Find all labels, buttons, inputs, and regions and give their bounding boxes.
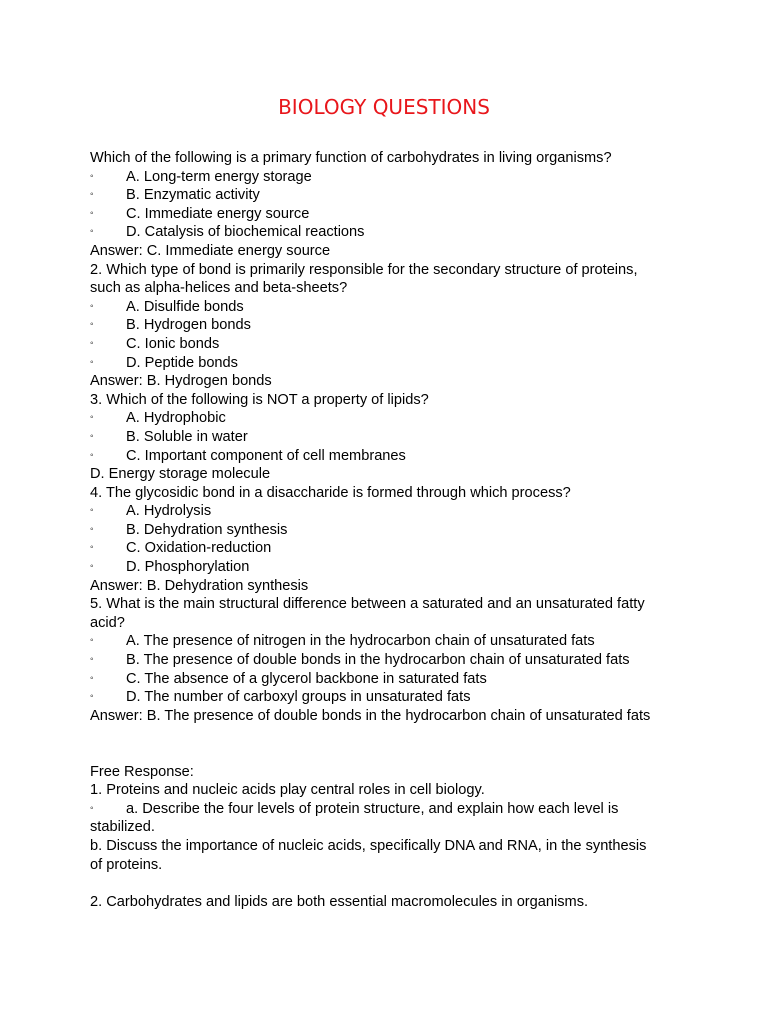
bullet-icon: ◦ [90,691,94,703]
bullet-icon: ◦ [90,226,94,238]
question-5-option-a: ◦ A. The presence of nitrogen in the hydrocarbon chain of unsaturated fats [90,633,595,650]
bullet-icon: ◦ [90,449,94,461]
question-2-answer: Answer: B. Hydrogen bonds [90,373,272,390]
question-1-option-c: ◦ C. Immediate energy source [90,205,310,222]
question-5-answer: Answer: B. The presence of double bonds in the hydrocarbon chain of unsaturated fats [90,707,651,724]
free-response-item-1: 1. Proteins and nucleic acids play central roles in cell biology. [90,782,485,799]
bullet-icon: ◦ [90,189,94,201]
question-2-option-a: ◦ A. Disulfide bonds [90,298,244,315]
question-5-option-b: ◦ B. The presence of double bonds in the hydrocarbon chain of unsaturated fats [90,652,630,669]
question-2-option-b: ◦ B. Hydrogen bonds [90,317,251,334]
document-body [90,149,680,911]
question-5-option-c: ◦ C. The absence of a glycerol backbone in saturated fats [90,670,487,687]
bullet-icon: ◦ [90,412,94,424]
bullet-icon: ◦ [90,654,94,666]
bullet-icon: ◦ [90,523,94,535]
question-1-option-a: ◦ A. Long-term energy storage [90,168,312,185]
question-4-answer: Answer: B. Dehydration synthesis [90,577,309,594]
bullet-icon: ◦ [90,561,94,573]
bullet-icon: ◦ [90,672,94,684]
free-response-item-1b-line-1: b. Discuss the importance of nucleic acids, specifically DNA and RNA, in the synthesis [90,837,647,854]
question-4-option-a: ◦ A. Hydrolysis [90,503,212,520]
free-response-item-2: 2. Carbohydrates and lipids are both essential macromolecules in organisms. [90,893,589,910]
question-1-answer: Answer: C. Immediate energy source [90,242,331,259]
question-4-option-b: ◦ B. Dehydration synthesis [90,521,288,538]
bullet-icon: ◦ [90,337,94,349]
question-3-text: 3. Which of the following is NOT a property of lipids? [90,391,429,408]
free-response-item-1b-line-2: of proteins. [90,856,163,873]
question-5-option-d: ◦ D. The number of carboxyl groups in unsaturated fats [90,689,471,706]
question-2-text-line-2: such as alpha-helices and beta-sheets? [90,280,348,297]
free-response-item-1a-line-2: stabilized. [90,819,155,836]
bullet-icon: ◦ [90,542,94,554]
question-3-option-b: ◦ B. Soluble in water [90,428,248,445]
question-1-option-b: ◦ B. Enzymatic activity [90,187,260,204]
page-title: BIOLOGY QUESTIONS [278,95,490,119]
spacer [90,725,680,744]
question-4-text: 4. The glycosidic bond in a disaccharide is formed through which process? [90,484,571,501]
bullet-icon: ◦ [90,635,94,647]
question-3-option-c: ◦ C. Important component of cell membranes [90,447,406,464]
question-4-option-c: ◦ C. Oxidation-reduction [90,540,272,557]
free-response-heading: Free Response: [90,763,194,780]
question-4-option-d: ◦ D. Phosphorylation [90,559,250,576]
free-response-item-1a-line-1: ◦ a. Describe the four levels of protein structure, and explain how each level is [90,800,619,817]
spacer [90,874,680,893]
question-2-option-c: ◦ C. Ionic bonds [90,335,220,352]
question-3-option-d: D. Energy storage molecule [90,466,271,483]
question-5-text-line-1: 5. What is the main structural difference between a saturated and an unsaturated fatty [90,596,645,613]
question-2-option-d: ◦ D. Peptide bonds [90,354,238,371]
bullet-icon: ◦ [90,430,94,442]
question-2-text-line-1: 2. Which type of bond is primarily responsible for the secondary structure of proteins, [90,261,638,278]
bullet-icon: ◦ [90,356,94,368]
bullet-icon: ◦ [90,207,94,219]
spacer [90,744,680,763]
bullet-icon: ◦ [90,505,94,517]
question-1-option-d: ◦ D. Catalysis of biochemical reactions [90,224,365,241]
bullet-icon: ◦ [90,319,94,331]
question-1-text: Which of the following is a primary function of carbohydrates in living organisms? [90,150,612,166]
bullet-icon: ◦ [90,170,94,182]
bullet-icon: ◦ [90,802,94,814]
question-3-option-a: ◦ A. Hydrophobic [90,410,226,427]
bullet-icon: ◦ [90,300,94,312]
question-5-text-line-2: acid? [90,614,125,631]
